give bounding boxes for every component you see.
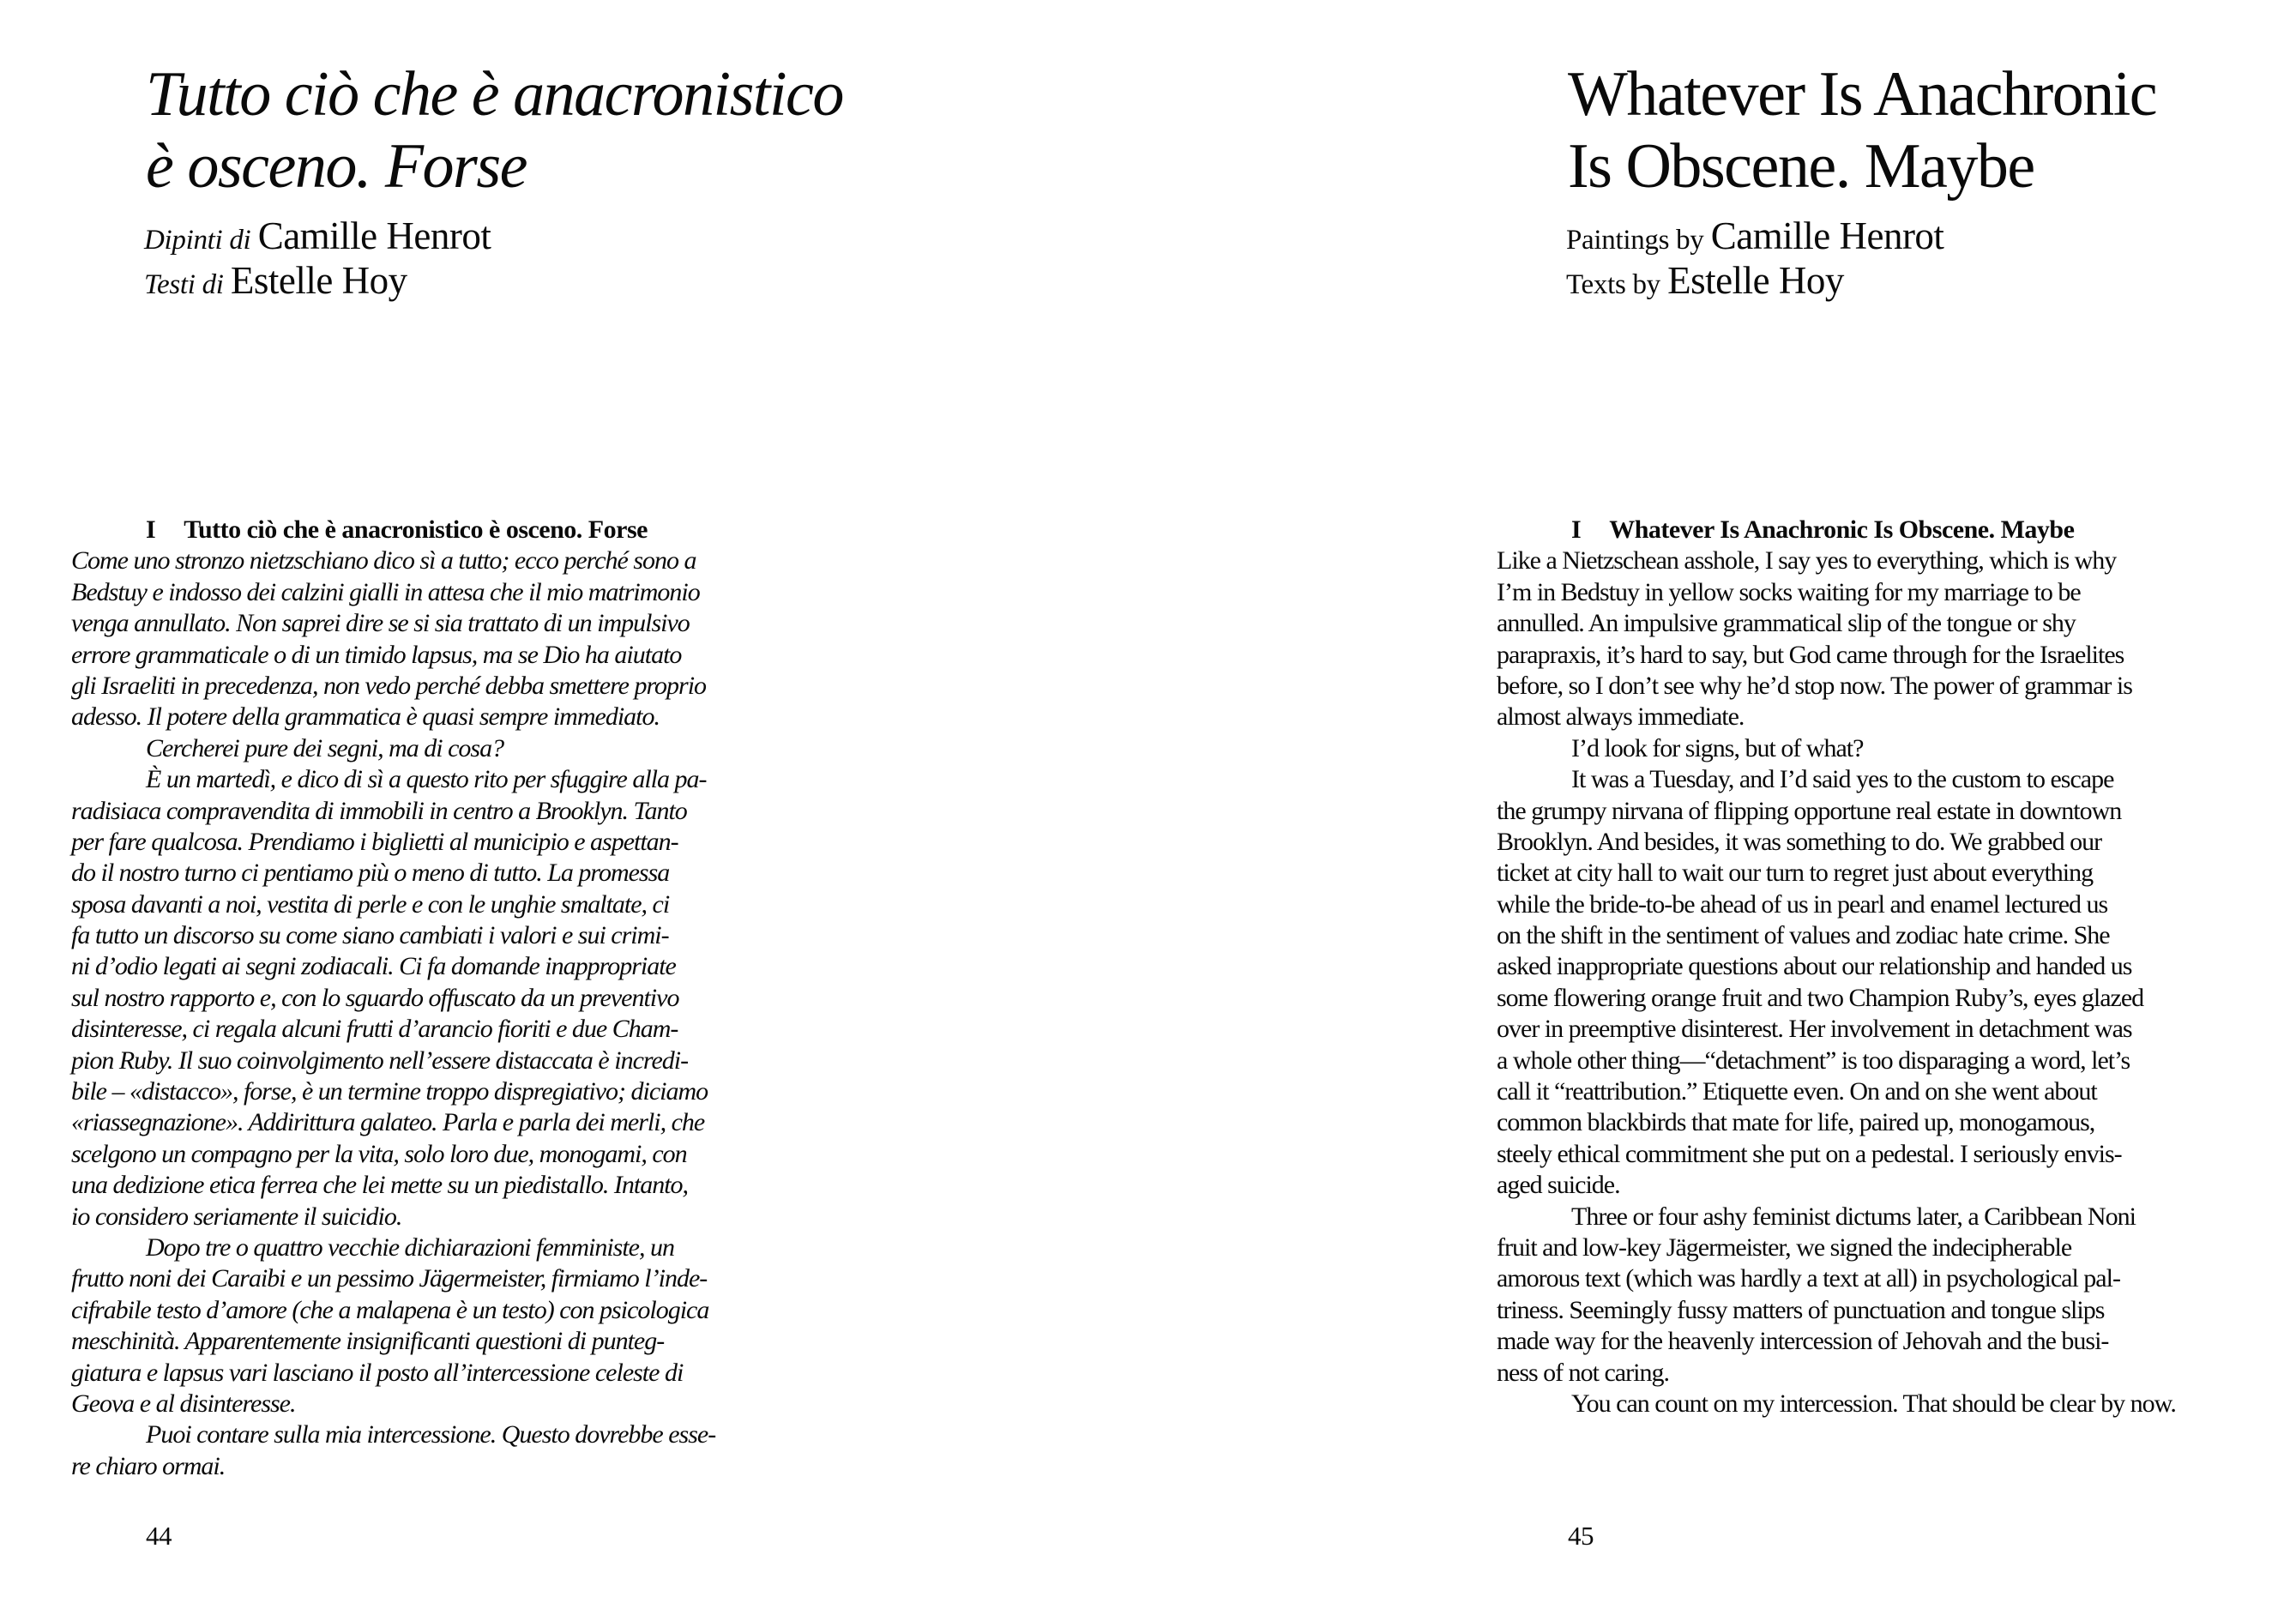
body-text-english (1497, 515, 2243, 1419)
text-line: It was a Tuesday, and I’d said yes to the custom to escape (1571, 765, 2114, 794)
text-line: È un martedì, e dico di sì a questo rito per sfuggire alla pa- (146, 765, 707, 794)
text-line: steely ethical commitment she put on a pedestal. I seriously envis- (1497, 1139, 2122, 1168)
text-line: asked inappropriate questions about our relationship and handed us (1497, 952, 2132, 981)
page-number: 45 (1568, 1521, 1594, 1551)
text-line: Three or four ashy feminist dictums later, a Caribbean Noni (1571, 1202, 2136, 1231)
text-line: scelgono un compagno per la vita, solo loro due, monogami, con (71, 1139, 687, 1168)
byline-texts (144, 261, 491, 305)
page-number: 44 (146, 1521, 172, 1551)
text-line: almost always immediate. (1497, 702, 1745, 732)
text-line: venga annullato. Non saprei dire se si sia trattato di un impulsivo (71, 609, 690, 638)
text-line: before, so I don’t see why he’d stop now. The power of grammar is (1497, 671, 2132, 700)
byline-italian (144, 216, 491, 305)
text-line: ni d’odio legati ai segni zodiacali. Ci fa domande inappropriate (71, 952, 676, 981)
title-line: Is Obscene. Maybe (1568, 131, 2034, 202)
byline-label: Texts by (1566, 269, 1660, 300)
text-line: errore grammaticale o di un timido lapsus, ma se Dio ha aiutato (71, 640, 682, 669)
page-title-english (1568, 58, 2156, 202)
text-line: ticket at city hall to wait our turn to regret just about everything (1497, 859, 2094, 888)
byline-english (1566, 216, 1943, 305)
section-heading-text: Whatever Is Anachronic Is Obscene. Maybe (1609, 515, 2075, 544)
text-line: some flowering orange fruit and two Champion Ruby’s, eyes glazed (1497, 983, 2144, 1012)
body-paragraphs (71, 545, 817, 1482)
text-line: Puoi contare sulla mia intercessione. Questo dovrebbe esse- (146, 1420, 716, 1449)
byline-name: Estelle Hoy (230, 259, 407, 302)
body-text-italian (71, 515, 817, 1482)
text-line: on the shift in the sentiment of values and zodiac hate crime. She (1497, 921, 2110, 950)
text-line: fruit and low-key Jägermeister, we signed the indecipherable (1497, 1232, 2072, 1262)
text-line: ness of not caring. (1497, 1358, 1669, 1387)
text-line: over in preemptive disinterest. Her involvement in detachment was (1497, 1015, 2132, 1044)
text-line: bile – «distacco», forse, è un termine troppo dispregiativo; diciamo (71, 1077, 708, 1106)
text-line: Geova e al disinteresse. (71, 1389, 296, 1418)
text-line: amorous text (which was hardly a text at all) in psychological pal- (1497, 1264, 2120, 1293)
section-number: I (146, 515, 156, 544)
section-number: I (1571, 515, 1582, 544)
text-line: disinteresse, ci regala alcuni frutti d’arancio fioriti e due Cham- (71, 1015, 678, 1044)
text-line: giatura e lapsus vari lasciano il posto all’intercessione celeste di (71, 1358, 684, 1387)
text-line: triness. Seemingly fussy matters of punctuation and tongue slips (1497, 1295, 2105, 1324)
text-line: gli Israeliti in precedenza, non vedo perché debba smettere proprio (71, 671, 707, 700)
text-line: Come uno stronzo nietzschiano dico sì a tutto; ecco perché sono a (71, 546, 696, 575)
text-line: do il nostro turno ci pentiamo più o meno di tutto. La promessa (71, 859, 670, 888)
text-line: annulled. An impulsive grammatical slip of the tongue or shy (1497, 609, 2076, 638)
byline-paintings (1566, 216, 1943, 261)
byline-name: Camille Henrot (1710, 214, 1944, 257)
text-line: per fare qualcosa. Prendiamo i biglietti al municipio e aspettan- (71, 827, 678, 856)
text-line: call it “reattribution.” Etiquette even. On and on she went about (1497, 1077, 2097, 1106)
text-line: a whole other thing—“detachment” is too disparaging a word, let’s (1497, 1046, 2130, 1075)
text-line: meschinità. Apparentemente insignificanti questioni di punteg- (71, 1327, 665, 1356)
text-line: aged suicide. (1497, 1171, 1620, 1200)
text-line: cifrabile testo d’amore (che a malapena è un testo) con psicologica (71, 1295, 709, 1324)
byline-label: Dipinti di (144, 225, 251, 256)
byline-label: Paintings by (1566, 225, 1704, 256)
title-line: Tutto ciò che è anacronistico (146, 59, 843, 130)
byline-label: Testi di (144, 269, 224, 300)
text-line: I’d look for signs, but of what? (1571, 733, 1864, 762)
page-title-italian (146, 58, 843, 202)
text-line: Bedstuy e indosso dei calzini gialli in attesa che il mio matrimonio (71, 577, 700, 606)
text-line: Like a Nietzschean asshole, I say yes to everything, which is why (1497, 546, 2117, 575)
text-line: frutto noni dei Caraibi e un pessimo Jägermeister, firmiamo l’inde- (71, 1264, 708, 1293)
text-line: adesso. Il potere della grammatica è quasi sempre immediato. (71, 702, 660, 732)
text-line: Brooklyn. And besides, it was something to do. We grabbed our (1497, 827, 2102, 856)
byline-paintings (144, 216, 491, 261)
text-line: while the bride-to-be ahead of us in pearl and enamel lectured us (1497, 889, 2108, 919)
text-line: made way for the heavenly intercession of Jehovah and the busi- (1497, 1327, 2109, 1356)
text-line: I’m in Bedstuy in yellow socks waiting for my marriage to be (1497, 577, 2081, 606)
title-line: è osceno. Forse (146, 131, 527, 202)
text-line: radisiaca compravendita di immobili in centro a Brooklyn. Tanto (71, 796, 687, 825)
text-line: You can count on my intercession. That should be clear by now. (1571, 1389, 2176, 1418)
text-line: io considero seriamente il suicidio. (71, 1202, 402, 1231)
text-line: common blackbirds that mate for life, paired up, monogamous, (1497, 1108, 2095, 1137)
text-line: sul nostro rapporto e, con lo sguardo offuscato da un preventivo (71, 983, 679, 1012)
section-heading (71, 515, 817, 545)
text-line: re chiaro ormai. (71, 1451, 226, 1480)
byline-name: Camille Henrot (257, 214, 491, 257)
page-right (1148, 0, 2296, 1621)
title-line: Whatever Is Anachronic (1568, 59, 2157, 130)
text-line: «riassegnazione». Addirittura galateo. Parla e parla dei merli, che (71, 1108, 705, 1137)
byline-texts (1566, 261, 1943, 305)
text-line: pion Ruby. Il suo coinvolgimento nell’essere distaccata è incredi- (71, 1046, 689, 1075)
section-heading-text: Tutto ciò che è anacronistico è osceno. Forse (184, 515, 648, 544)
text-line: fa tutto un discorso su come siano cambiati i valori e sui crimi- (71, 921, 669, 950)
text-line: una dedizione etica ferrea che lei mette su un piedistallo. Intanto, (71, 1171, 689, 1200)
text-line: Dopo tre o quattro vecchie dichiarazioni femministe, un (146, 1232, 675, 1262)
text-line: sposa davanti a noi, vestita di perle e con le unghie smaltate, ci (71, 889, 670, 919)
text-line: the grumpy nirvana of flipping opportune real estate in downtown (1497, 796, 2122, 825)
text-line: Cercherei pure dei segni, ma di cosa? (146, 733, 504, 762)
body-paragraphs (1497, 545, 2243, 1419)
section-heading (1497, 515, 2243, 545)
text-line: parapraxis, it’s hard to say, but God came through for the Israelites (1497, 640, 2124, 669)
byline-name: Estelle Hoy (1667, 259, 1844, 302)
